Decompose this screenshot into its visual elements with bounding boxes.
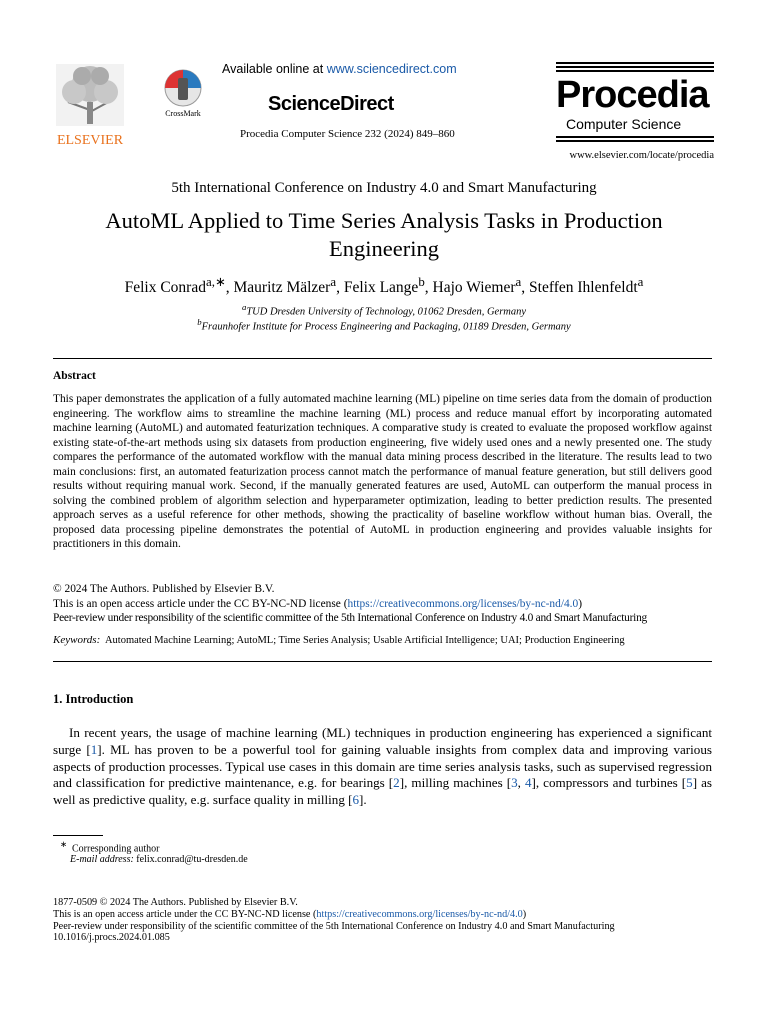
procedia-rule xyxy=(556,62,714,64)
bottom-copyright xyxy=(53,897,713,944)
keywords-text: Automated Machine Learning; AutoML; Time Series Analysis; Usable Artificial Intelligence; UAI; Production Engineering xyxy=(104,635,625,646)
intro-paragraph xyxy=(53,725,712,809)
oa-prefix: This is an open access article under the CC BY-NC-ND license ( xyxy=(53,908,317,920)
citation-link[interactable]: 2 xyxy=(393,775,400,791)
issn: 1877-0509 xyxy=(53,897,98,908)
sciencedirect-link[interactable]: www.sciencedirect.com xyxy=(326,62,457,76)
doi[interactable]: 10.1016/j.procs.2024.01.085 xyxy=(53,932,170,944)
affiliation-text: Fraunhofer Institute for Process Engineering and Packaging, 01189 Dresden, Germany xyxy=(201,321,571,333)
procedia-rule xyxy=(556,70,714,72)
peer-review-line: Peer-review under responsibility of the scientific committee of the 5th International Conference on Industry 4.0 and Smart Manufacturing xyxy=(53,612,647,624)
section-heading: 1. Introduction xyxy=(53,692,134,706)
elsevier-label: ELSEVIER xyxy=(56,133,124,148)
keywords-label: Keywords: xyxy=(53,634,101,646)
license-line xyxy=(53,597,733,612)
citation-link[interactable]: 5 xyxy=(686,775,693,791)
divider xyxy=(53,661,712,662)
author-name: Felix Conrad xyxy=(124,279,206,297)
copyright-line: © 2024 The Authors. Published by Elsevier B.V. xyxy=(53,583,275,595)
procedia-rule xyxy=(556,140,714,142)
license-suffix: ) xyxy=(578,597,583,610)
affiliation xyxy=(0,317,768,333)
intro-text-part: , xyxy=(517,775,525,791)
keywords xyxy=(53,634,733,646)
abstract-heading: Abstract xyxy=(53,370,96,382)
intro-text-part: ]. xyxy=(359,792,367,808)
crossmark-label: CrossMark xyxy=(165,109,201,118)
oa-link[interactable]: https://creativecommons.org/licenses/by-nc-nd/4.0 xyxy=(316,908,523,920)
intro-text-part: ] as well as predictive quality, e.g. surface quality in milling [ xyxy=(53,775,713,808)
citation-link[interactable]: 1 xyxy=(90,741,98,757)
footnote-corresponding xyxy=(60,839,159,854)
available-prefix: Available online at xyxy=(222,62,327,76)
elsevier-logo xyxy=(52,62,128,148)
title-line1: AutoML Applied to Time Series Analysis Tasks in Production xyxy=(105,208,663,233)
affiliation-sup: b xyxy=(197,317,202,327)
author-name: Steffen Ihlenfeldt xyxy=(529,279,638,297)
license-link[interactable]: https://creativecommons.org/licenses/by-nc-nd/4.0 xyxy=(347,597,579,610)
procedia-title: Procedia xyxy=(556,74,709,116)
author-sup: a,∗ xyxy=(205,274,226,289)
affiliation-sup: a xyxy=(241,302,247,312)
citation-link[interactable]: 6 xyxy=(352,792,360,808)
citation-link[interactable]: 3 xyxy=(511,775,518,791)
procedia-rule xyxy=(556,136,714,138)
intro-text-part: ], milling machines [ xyxy=(399,775,512,791)
corresponding-label: Corresponding author xyxy=(71,843,160,855)
author-sup: b xyxy=(418,274,425,289)
issn-line xyxy=(53,897,713,909)
available-online xyxy=(222,62,457,76)
email-address[interactable]: felix.conrad@tu-dresden.de xyxy=(136,854,248,865)
author-list: Felix Conrad$^{a,∗}$, Mauritz Mälzer$^a$, Felix Lange$^b$, Hajo Wiemer$^a$, Steffen Ihlenfeldt$^a$ xyxy=(124,274,644,297)
sciencedirect-wordmark: ScienceDirect xyxy=(268,93,394,115)
oa-suffix: ) xyxy=(522,908,527,920)
crossmark-icon[interactable] xyxy=(160,68,206,120)
license-prefix: This is an open access article under the CC BY-NC-ND license ( xyxy=(53,597,348,610)
affiliation xyxy=(0,302,768,318)
citation-link[interactable]: 4 xyxy=(524,775,532,791)
peer-review-bottom: Peer-review under responsibility of the scientific committee of the 5th International Conference on Industry 4.0 and Smart Manufacturing xyxy=(53,920,615,932)
email-label: E-mail address: xyxy=(70,854,134,865)
published-line: © 2024 The Authors. Published by Elsevier B.V. xyxy=(99,897,298,908)
affiliation-text: TUD Dresden University of Technology, 01062 Dresden, Germany xyxy=(246,306,527,318)
journal-reference: Procedia Computer Science 232 (2024) 849–860 xyxy=(240,128,455,140)
intro-text-part: ]. ML has proven to be a powerful tool for gaining valuable insights from complex data and improving various aspects of production processes. Typical use cases in this domain are time series analysis tasks, such as supervised regression and classification for predictive maintenance, e.g. for bearings [ xyxy=(53,741,712,791)
intro-text-part: In recent years, the usage of machine learning (ML) techniques in production engineering has experienced a significant surge [ xyxy=(53,725,712,757)
footnote-rule xyxy=(53,835,103,836)
abstract-text: This paper demonstrates the application of a fully automated machine learning (ML) pipeline on time series data from the domain of production engineering. The workflow aims to streamline the machine learning (ML) process and reduce manual effort by incorporating automated machine learning (AutoML) and automated featurization techniques. A comparative study is created to evaluate the proposed workflow against existing state-of-the-art methods using six datasets from production engineering, five widely used ones and a newly presented one. The study compares the performance of the automated workflow with the manual data mining process described in the literature. The results lead to two main conclusions: first, an automated featurization process cannot match the performance of manual feature generation, but still delivers good results without requiring manual work. Second, if the manually generated features are used, AutoML can outperform the manual process in solving the combined problem of algorithm selection and hyperparameter optimization, leading to better prediction results. The presented approach serves as a useful reference for other methods, showing the practicality of baseline workflow without human bias. Overall, the proposed data processing pipeline demonstrates the potential of AutoML in production engineering and provides valuable insights for practitioners in this domain. xyxy=(53,393,712,551)
author-name: Hajo Wiemer xyxy=(432,279,516,297)
procedia-logo xyxy=(556,62,714,144)
conference-name: 5th International Conference on Industry 4.0 and Smart Manufacturing xyxy=(171,180,597,196)
author-sup: a xyxy=(330,274,337,289)
divider xyxy=(53,358,712,359)
procedia-rule xyxy=(556,66,714,68)
paper-title xyxy=(60,207,708,263)
author-name: Felix Lange xyxy=(343,279,419,297)
author-sup: a xyxy=(515,274,522,289)
author-sup: a xyxy=(637,274,644,289)
intro-text-part: ], compressors and turbines [ xyxy=(531,775,687,791)
procedia-subtitle: Computer Science xyxy=(566,116,682,132)
footnote-email xyxy=(70,854,248,865)
copyright-block xyxy=(53,582,733,626)
title-line2: Engineering xyxy=(329,236,439,261)
procedia-url[interactable]: www.elsevier.com/locate/procedia xyxy=(569,150,714,161)
author-name: Mauritz Mälzer xyxy=(233,279,331,297)
footnote-mark: ∗ xyxy=(60,840,67,849)
oa-line xyxy=(53,909,713,921)
